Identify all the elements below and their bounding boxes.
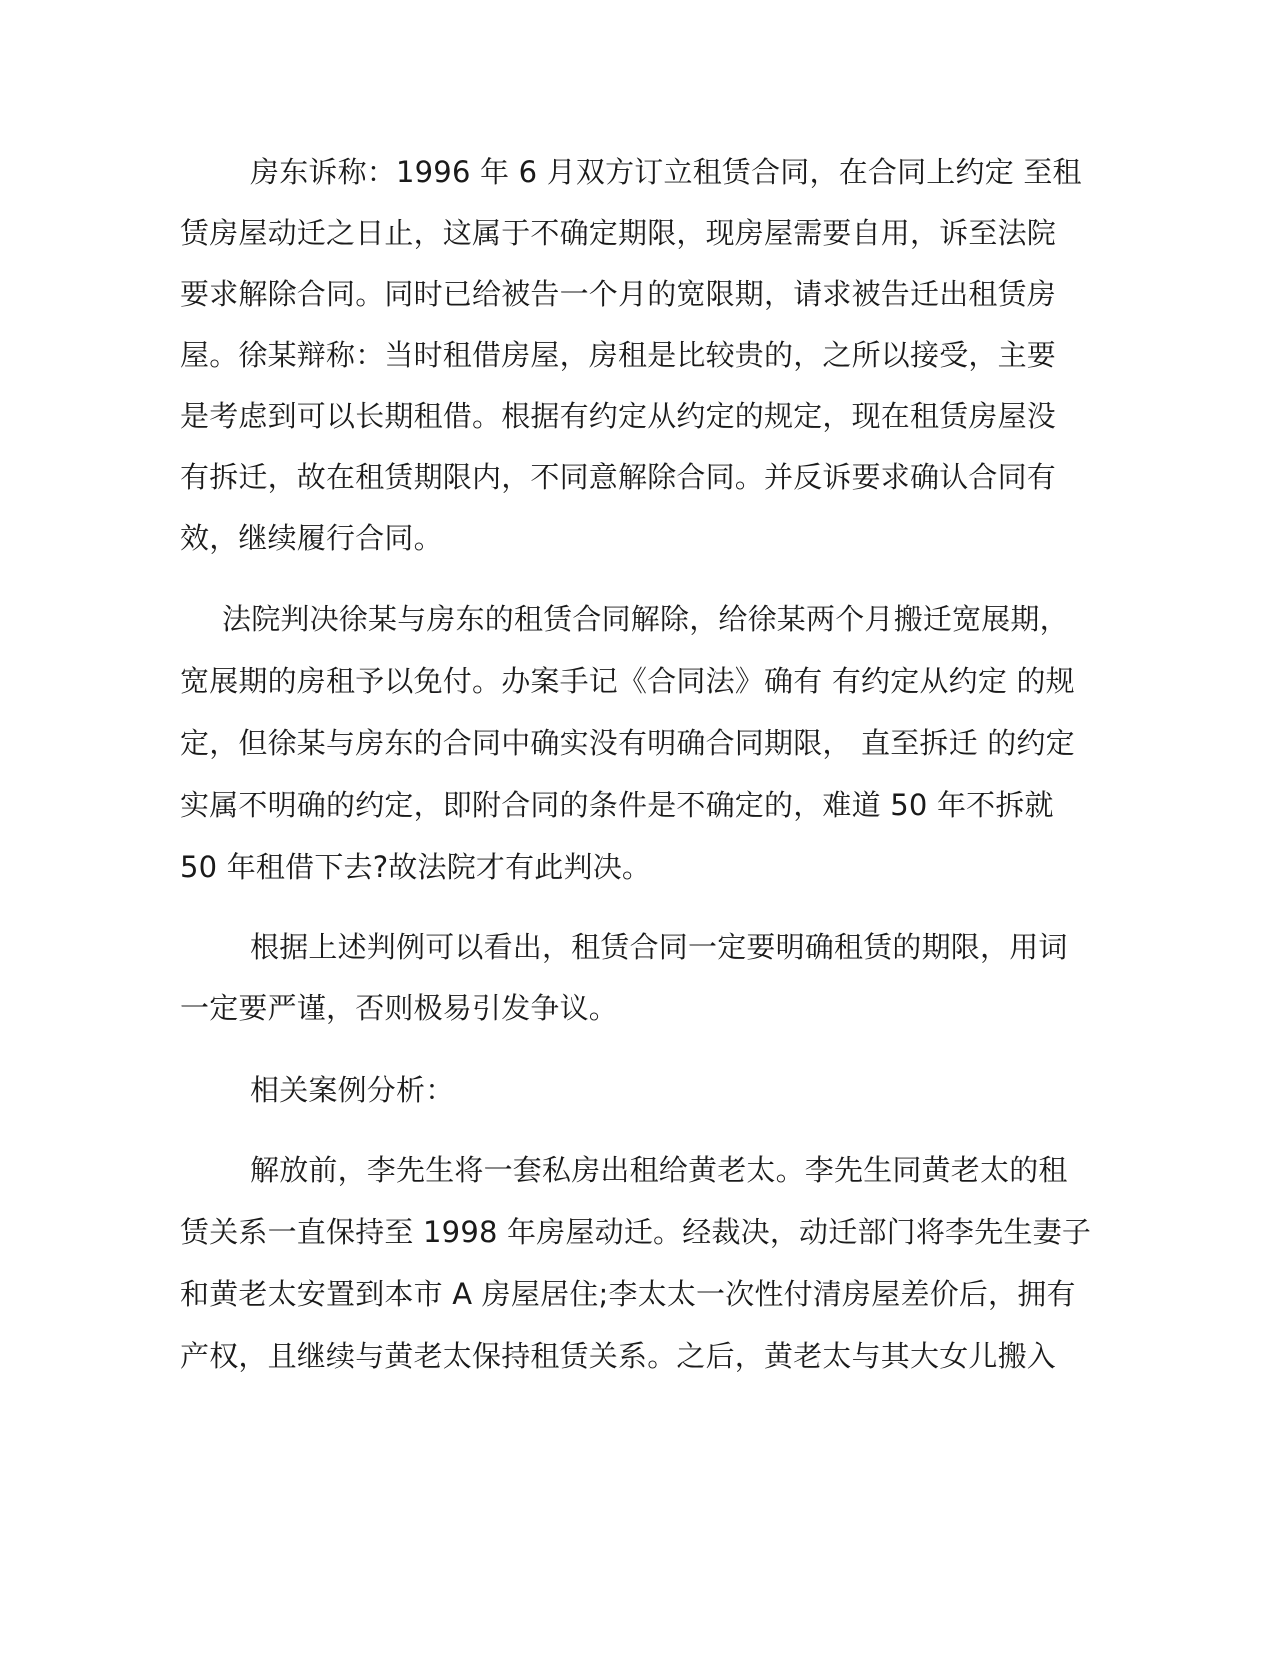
- paragraph-2-line-4: 实属不明确的约定，即附合同的条件是不确定的，难道 50 年不拆就: [180, 788, 1054, 822]
- paragraph-1-line-7: 效，继续履行合同。: [180, 521, 443, 555]
- paragraph-5-line-4: 产权，且继续与黄老太保持租赁关系。之后，黄老太与其大女儿搬入: [180, 1339, 1057, 1373]
- paragraph-1-line-5: 是考虑到可以长期租借。根据有约定从约定的规定，现在租赁房屋没: [180, 399, 1057, 433]
- paragraph-5-line-3: 和黄老太安置到本市 A 房屋居住;李太太一次性付清房屋差价后，拥有: [180, 1277, 1076, 1311]
- paragraph-1-line-2: 赁房屋动迁之日止，这属于不确定期限，现房屋需要自用，诉至法院: [180, 216, 1057, 250]
- paragraph-1-line-1: 房东诉称：1996 年 6 月双方订立租赁合同，在合同上约定 至租: [250, 155, 1082, 189]
- paragraph-3-line-1: 根据上述判例可以看出，租赁合同一定要明确租赁的期限，用词: [250, 930, 1068, 964]
- paragraph-4-line-1: 相关案例分析：: [250, 1073, 455, 1107]
- paragraph-5-line-2: 赁关系一直保持至 1998 年房屋动迁。经裁决，动迁部门将李先生妻子: [180, 1215, 1092, 1249]
- paragraph-2-line-5: 50 年租借下去?故法院才有此判决。: [180, 850, 652, 884]
- paragraph-5-line-1: 解放前，李先生将一套私房出租给黄老太。李先生同黄老太的租: [250, 1153, 1068, 1187]
- paragraph-2-line-1: 法院判决徐某与房东的租赁合同解除，给徐某两个月搬迁宽展期，: [222, 602, 1069, 636]
- paragraph-1-line-3: 要求解除合同。同时已给被告一个月的宽限期，请求被告迁出租赁房: [180, 277, 1057, 311]
- paragraph-3-line-2: 一定要严谨，否则极易引发争议。: [180, 991, 619, 1025]
- paragraph-1-line-4: 屋。徐某辩称：当时租借房屋，房租是比较贵的，之所以接受，主要: [180, 338, 1057, 372]
- paragraph-2-line-2: 宽展期的房租予以免付。办案手记《合同法》确有 有约定从约定 的规: [180, 664, 1075, 698]
- paragraph-1-line-6: 有拆迁，故在租赁期限内，不同意解除合同。并反诉要求确认合同有: [180, 460, 1057, 494]
- paragraph-2-line-3: 定，但徐某与房东的合同中确实没有明确合同期限， 直至拆迁 的约定: [180, 726, 1075, 760]
